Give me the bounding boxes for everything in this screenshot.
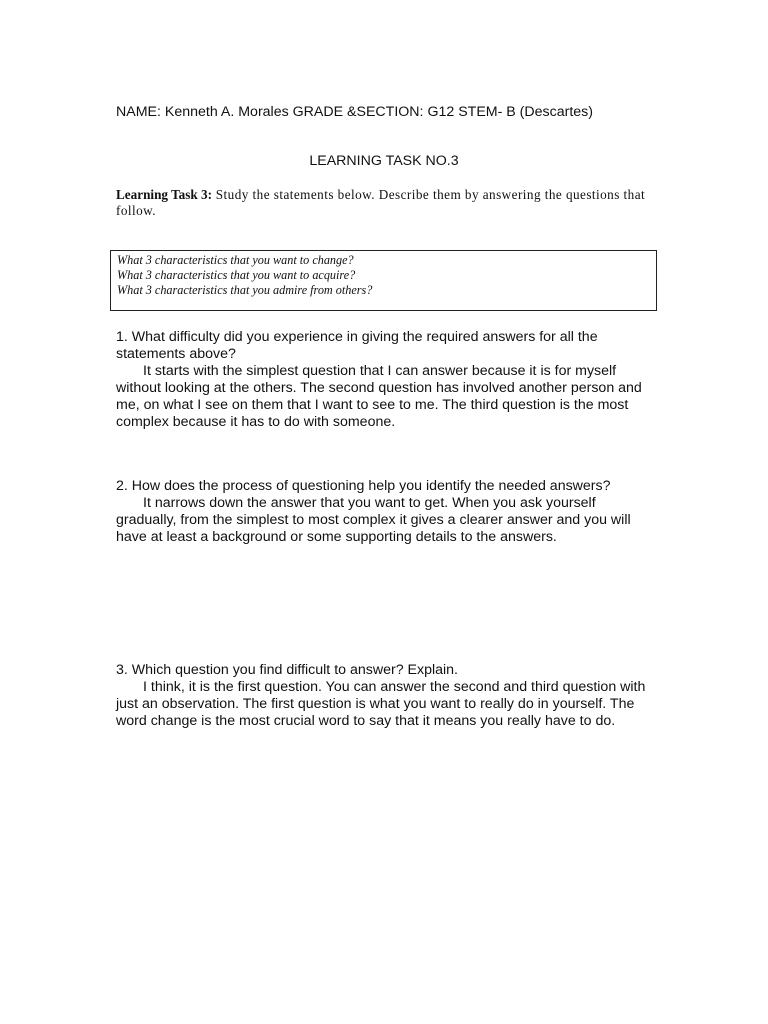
question-1: 1. What difficulty did you experience in giving the required answers for all the statements above?	[116, 329, 598, 362]
instructions	[116, 187, 661, 219]
qa-block-3	[116, 662, 656, 730]
question-3: 3. Which question you find difficult to answer? Explain.	[116, 662, 459, 678]
answer-2: It narrows down the answer that you want to get. When you ask yourself gradually, from the simplest to most complex it gives a clearer answer and you will have at least a background or some supporting details to the answers.	[116, 495, 631, 545]
student-name-line: NAME: Kenneth A. Morales GRADE &SECTION: G12 STEM- B (Descartes)	[116, 104, 593, 120]
task-title	[0, 153, 768, 170]
answer-1: It starts with the simplest question that I can answer because it is for myself without looking at the others. The second question has involved another person and me, on what I see on them that I want to see to me. The third question is the most complex because it has to do with someone.	[116, 363, 642, 430]
qa-block-2	[116, 478, 656, 546]
qa-block-1	[116, 329, 656, 431]
answer-3: I think, it is the first question. You can answer the second and third question with just an observation. The first question is what you want to really do in yourself. The word change is the most crucial word to say that it means you really have to do.	[116, 679, 646, 729]
question-2: 2. How does the process of questioning help you identify the needed answers?	[116, 478, 611, 494]
statement-2: What 3 characteristics that you want to acquire?	[117, 268, 356, 282]
statements-box	[110, 250, 657, 311]
instructions-label: Learning Task 3:	[116, 187, 213, 202]
statement-3: What 3 characteristics that you admire from others?	[117, 283, 373, 297]
statement-1: What 3 characteristics that you want to change?	[117, 253, 354, 267]
instructions-text: Study the statements below. Describe them by answering the questions that follow.	[116, 187, 646, 218]
task-title-text: LEARNING TASK NO.3	[309, 153, 459, 169]
